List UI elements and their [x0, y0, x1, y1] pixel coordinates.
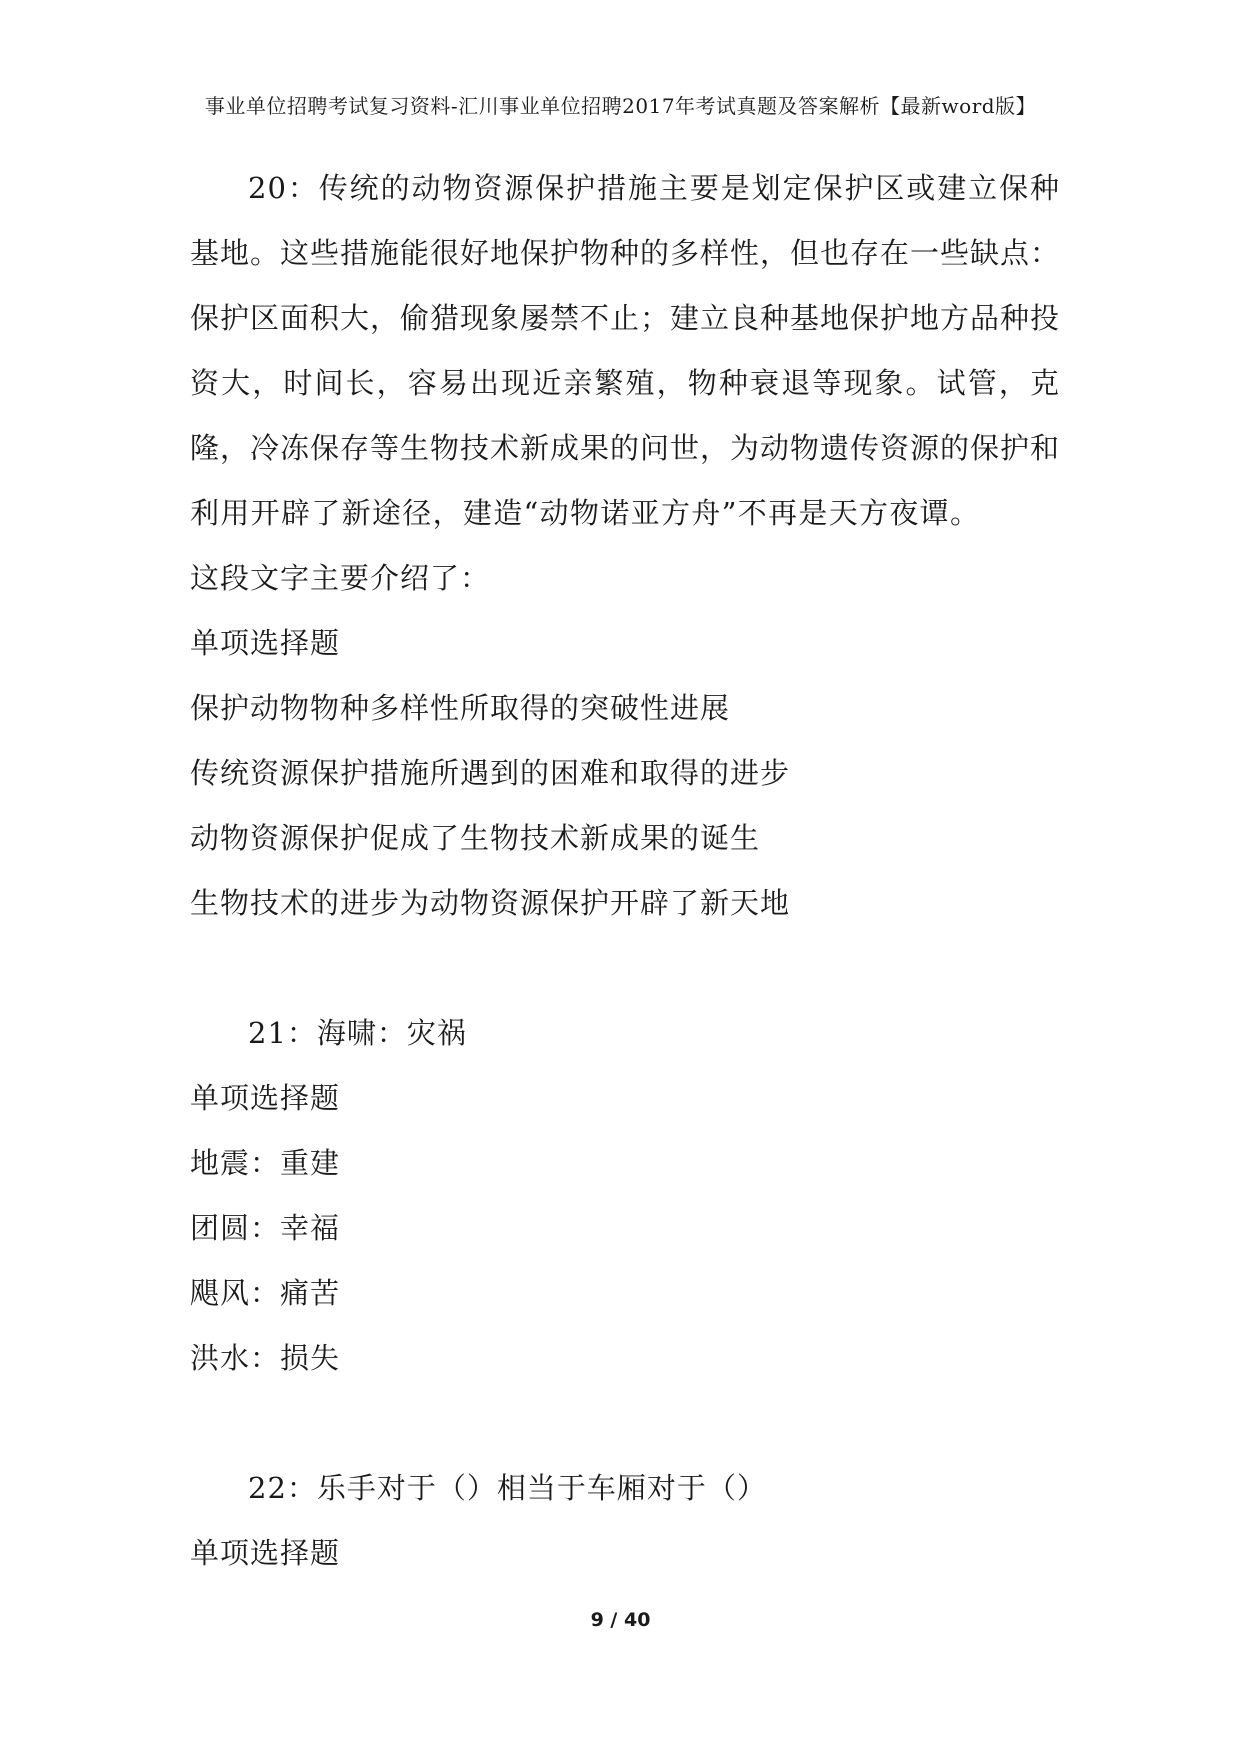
option-item: 团圆：幸福 [190, 1211, 341, 1245]
spacer [190, 936, 1060, 1001]
question-20 [190, 156, 1060, 936]
option-item: 洪水：损失 [190, 1341, 341, 1375]
question-type: 单项选择题 [190, 626, 341, 660]
question-type: 单项选择题 [190, 1536, 341, 1570]
option-item: 保护动物物种多样性所取得的突破性进展 [190, 691, 731, 725]
option-item: 动物资源保护促成了生物技术新成果的诞生 [190, 821, 761, 855]
page-header: 事业单位招聘考试复习资料-汇川事业单位招聘2017年考试真题及答案解析【最新word版】 [204, 94, 1037, 118]
question-21 [190, 1001, 1060, 1391]
question-stem: 22：乐手对于（）相当于车厢对于（） [248, 1471, 767, 1505]
question-type: 单项选择题 [190, 1081, 341, 1115]
question-stem-lead: 20：传统的动物资源保护措施主要是划定保护区或建立保种基地。这些措施能很好地保护物种的多样性，但也存在一些缺点：保护区面积大，偷猎现象屡禁不止；建立良种基地保护地方品种投资大，时间长，容易出现近亲繁殖，物种衰退等现象。试管，克隆，冷冻保存等生物技术新成果的问世，为动物遗传资源的保护和利用开辟了新途径，建造“动物诺亚方舟”不再是天方夜谭。 [190, 171, 1061, 530]
option-item: 生物技术的进步为动物资源保护开辟了新天地 [190, 886, 791, 920]
question-stem: 21：海啸：灾祸 [248, 1016, 467, 1050]
option-item: 传统资源保护措施所遇到的困难和取得的进步 [190, 756, 791, 790]
document-body [190, 156, 1060, 1586]
option-item: 飓风：痛苦 [190, 1276, 341, 1310]
page-number: 9 / 40 [590, 1609, 651, 1631]
option-item: 地震：重建 [190, 1146, 341, 1180]
question-stem-prompt: 这段文字主要介绍了： [190, 561, 491, 595]
spacer [190, 1391, 1060, 1456]
question-stem [190, 156, 1060, 611]
question-22 [190, 1456, 1060, 1586]
